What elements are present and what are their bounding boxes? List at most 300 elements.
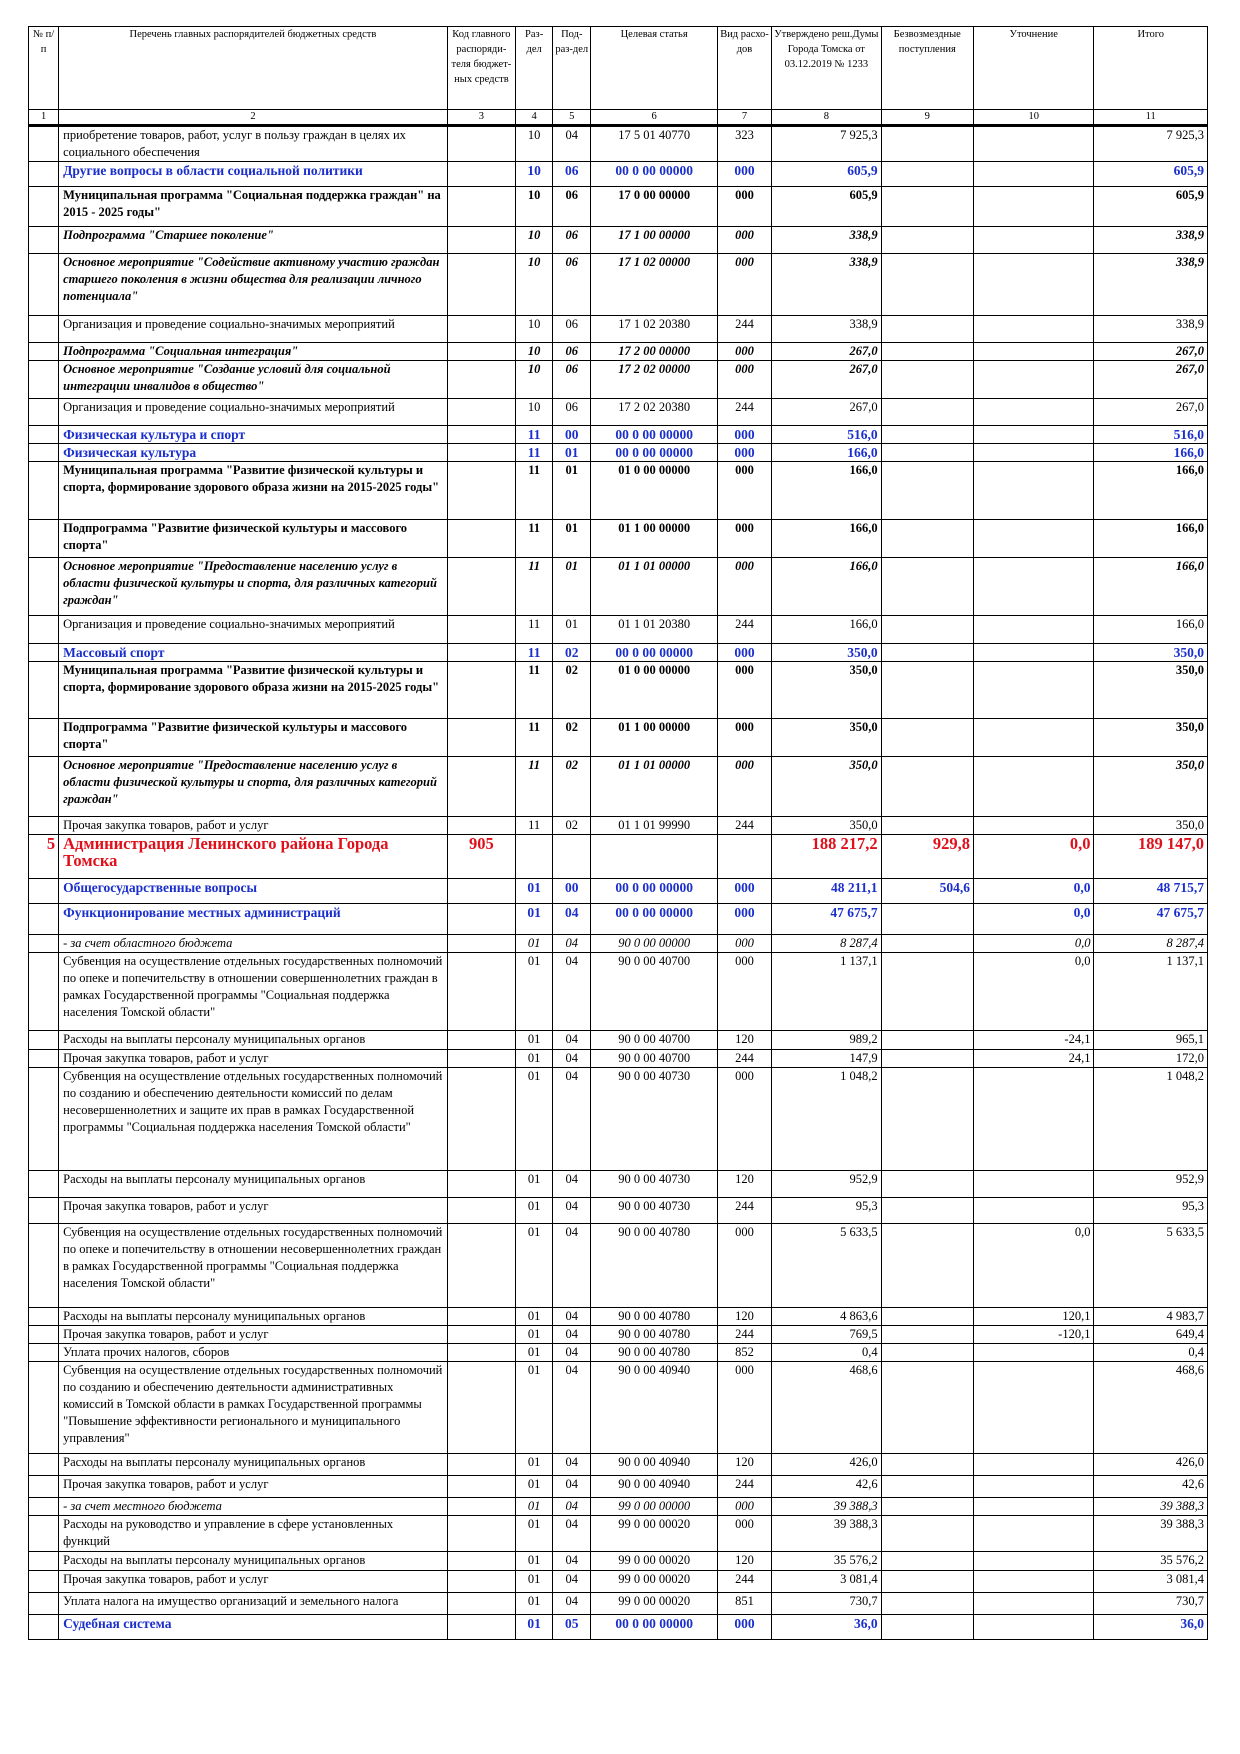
row-name: Прочая закупка товаров, работ и услуг (59, 817, 448, 835)
colnum-3: 3 (447, 110, 515, 126)
row-adjustment (973, 1615, 1094, 1640)
row-approved: 338,9 (772, 254, 881, 316)
row-section: 01 (516, 953, 553, 1031)
row-number (29, 662, 59, 719)
colnum-11: 11 (1094, 110, 1208, 126)
row-total: 8 287,4 (1094, 935, 1208, 953)
row-approved: 605,9 (772, 162, 881, 187)
row-section: 01 (516, 1454, 553, 1476)
row-number (29, 558, 59, 616)
row-adjustment (973, 558, 1094, 616)
row-expense-type: 120 (717, 1308, 771, 1326)
row-target-item: 01 1 00 00000 (591, 520, 718, 558)
table-row (29, 520, 1208, 558)
row-section: 01 (516, 904, 553, 935)
row-section: 11 (516, 444, 553, 462)
table-row (29, 835, 1208, 879)
row-adjustment (973, 1571, 1094, 1593)
table-row (29, 1552, 1208, 1571)
row-expense-type: 000 (717, 444, 771, 462)
row-total: 95,3 (1094, 1198, 1208, 1224)
row-expense-type: 000 (717, 719, 771, 757)
row-name: Расходы на выплаты персоналу муниципальных органов (59, 1552, 448, 1571)
row-adjustment: 0,0 (973, 904, 1094, 935)
table-row (29, 462, 1208, 520)
row-total: 338,9 (1094, 316, 1208, 343)
row-subsection: 04 (553, 1224, 591, 1308)
row-admin-code (447, 953, 515, 1031)
row-approved: 267,0 (772, 343, 881, 361)
row-target-item: 90 0 00 40730 (591, 1068, 718, 1171)
row-expense-type (717, 835, 771, 879)
row-section: 10 (516, 227, 553, 254)
row-admin-code (447, 1050, 515, 1068)
row-target-item: 01 1 00 00000 (591, 719, 718, 757)
row-admin-code (447, 558, 515, 616)
row-adjustment: 0,0 (973, 953, 1094, 1031)
row-adjustment (973, 462, 1094, 520)
row-section: 11 (516, 426, 553, 444)
table-row (29, 187, 1208, 227)
row-subsection: 00 (553, 879, 591, 904)
row-number (29, 162, 59, 187)
row-section: 01 (516, 1050, 553, 1068)
row-expense-type: 000 (717, 426, 771, 444)
table-row (29, 1031, 1208, 1050)
row-name: Прочая закупка товаров, работ и услуг (59, 1476, 448, 1498)
row-expense-type: 000 (717, 757, 771, 817)
row-subsection: 04 (553, 1171, 591, 1198)
row-grants (881, 1198, 973, 1224)
row-number (29, 1326, 59, 1344)
row-total: 649,4 (1094, 1326, 1208, 1344)
row-adjustment: -24,1 (973, 1031, 1094, 1050)
row-approved: 267,0 (772, 399, 881, 426)
row-total: 39 388,3 (1094, 1498, 1208, 1516)
row-grants (881, 254, 973, 316)
row-subsection: 04 (553, 1326, 591, 1344)
row-total: 47 675,7 (1094, 904, 1208, 935)
row-admin-code (447, 757, 515, 817)
row-section: 10 (516, 399, 553, 426)
row-section: 10 (516, 343, 553, 361)
colnum-6: 6 (591, 110, 718, 126)
row-expense-type: 244 (717, 1326, 771, 1344)
row-total: 3 081,4 (1094, 1571, 1208, 1593)
row-target-item: 99 0 00 00020 (591, 1516, 718, 1552)
colnum-4: 4 (516, 110, 553, 126)
row-subsection: 06 (553, 316, 591, 343)
row-admin-code (447, 399, 515, 426)
row-section: 01 (516, 1615, 553, 1640)
table-row (29, 254, 1208, 316)
row-name: Подпрограмма "Социальная интеграция" (59, 343, 448, 361)
row-adjustment (973, 662, 1094, 719)
row-grants (881, 558, 973, 616)
row-approved: 350,0 (772, 757, 881, 817)
row-grants (881, 444, 973, 462)
row-approved: 350,0 (772, 817, 881, 835)
row-name: Уплата налога на имущество организаций и земельного налога (59, 1593, 448, 1615)
row-approved: 0,4 (772, 1344, 881, 1362)
row-grants (881, 1050, 973, 1068)
table-row (29, 227, 1208, 254)
row-target-item: 90 0 00 40730 (591, 1171, 718, 1198)
table-row (29, 1224, 1208, 1308)
row-total: 1 048,2 (1094, 1068, 1208, 1171)
row-total: 350,0 (1094, 817, 1208, 835)
row-admin-code (447, 187, 515, 227)
row-total: 350,0 (1094, 662, 1208, 719)
row-subsection: 04 (553, 1593, 591, 1615)
table-row (29, 1171, 1208, 1198)
row-expense-type: 000 (717, 462, 771, 520)
row-name: Основное мероприятие "Предоставление населению услуг в области физической культуры и спорта, для различных категорий граждан" (59, 757, 448, 817)
row-subsection: 01 (553, 616, 591, 644)
row-grants (881, 1593, 973, 1615)
table-row (29, 343, 1208, 361)
row-total: 267,0 (1094, 361, 1208, 399)
row-subsection: 04 (553, 1068, 591, 1171)
row-subsection: 04 (553, 126, 591, 162)
row-grants (881, 953, 973, 1031)
row-approved: 338,9 (772, 227, 881, 254)
table-row (29, 1326, 1208, 1344)
row-name: Организация и проведение социально-значимых мероприятий (59, 399, 448, 426)
row-section: 10 (516, 187, 553, 227)
row-approved: 166,0 (772, 558, 881, 616)
row-target-item: 01 1 01 20380 (591, 616, 718, 644)
row-total: 35 576,2 (1094, 1552, 1208, 1571)
row-total: 4 983,7 (1094, 1308, 1208, 1326)
row-adjustment (973, 1593, 1094, 1615)
row-name: Прочая закупка товаров, работ и услуг (59, 1326, 448, 1344)
row-subsection: 04 (553, 1516, 591, 1552)
row-number: 5 (29, 835, 59, 879)
row-subsection: 02 (553, 719, 591, 757)
row-section: 01 (516, 1031, 553, 1050)
row-target-item: 17 2 02 20380 (591, 399, 718, 426)
row-total: 1 137,1 (1094, 953, 1208, 1031)
row-section: 01 (516, 1068, 553, 1171)
row-grants (881, 227, 973, 254)
header-number: № п/п (29, 27, 59, 110)
table-row (29, 361, 1208, 399)
row-total: 338,9 (1094, 227, 1208, 254)
row-target-item: 17 2 02 00000 (591, 361, 718, 399)
table-row (29, 1068, 1208, 1171)
row-admin-code (447, 1171, 515, 1198)
row-approved: 730,7 (772, 1593, 881, 1615)
header-grants: Безвозмездные поступления (881, 27, 973, 110)
table-row (29, 1198, 1208, 1224)
row-target-item: 99 0 00 00020 (591, 1552, 718, 1571)
row-approved: 166,0 (772, 462, 881, 520)
row-number (29, 757, 59, 817)
row-adjustment (973, 520, 1094, 558)
row-name: Организация и проведение социально-значимых мероприятий (59, 616, 448, 644)
row-expense-type: 000 (717, 904, 771, 935)
row-grants (881, 1498, 973, 1516)
row-section: 11 (516, 462, 553, 520)
row-section: 11 (516, 662, 553, 719)
row-approved: 188 217,2 (772, 835, 881, 879)
row-target-item: 17 5 01 40770 (591, 126, 718, 162)
row-total: 426,0 (1094, 1454, 1208, 1476)
row-subsection: 06 (553, 254, 591, 316)
colnum-1: 1 (29, 110, 59, 126)
row-approved: 95,3 (772, 1198, 881, 1224)
row-target-item: 90 0 00 40780 (591, 1308, 718, 1326)
row-admin-code (447, 444, 515, 462)
row-expense-type: 244 (717, 1198, 771, 1224)
row-number (29, 1454, 59, 1476)
row-expense-type: 000 (717, 254, 771, 316)
row-target-item: 99 0 00 00020 (591, 1593, 718, 1615)
row-adjustment: -120,1 (973, 1326, 1094, 1344)
row-subsection: 00 (553, 426, 591, 444)
row-adjustment (973, 1362, 1094, 1454)
row-section: 11 (516, 558, 553, 616)
row-grants (881, 1454, 973, 1476)
row-target-item: 00 0 00 00000 (591, 904, 718, 935)
row-total: 730,7 (1094, 1593, 1208, 1615)
row-number (29, 1476, 59, 1498)
row-admin-code (447, 462, 515, 520)
row-admin-code (447, 719, 515, 757)
row-subsection: 04 (553, 1552, 591, 1571)
colnum-2: 2 (59, 110, 448, 126)
row-target-item: 99 0 00 00000 (591, 1498, 718, 1516)
row-expense-type: 000 (717, 1362, 771, 1454)
colnum-10: 10 (973, 110, 1094, 126)
header-subsection: Под-раз-дел (553, 27, 591, 110)
row-subsection: 06 (553, 361, 591, 399)
row-total: 42,6 (1094, 1476, 1208, 1498)
row-name: - за счет областного бюджета (59, 935, 448, 953)
row-name: Муниципальная программа "Развитие физической культуры и спорта, формирование здорового образа жизни на 2015-2025 годы" (59, 462, 448, 520)
row-subsection: 01 (553, 444, 591, 462)
table-row (29, 162, 1208, 187)
row-adjustment: 0,0 (973, 879, 1094, 904)
row-expense-type: 120 (717, 1171, 771, 1198)
table-body (29, 126, 1208, 1640)
row-number (29, 126, 59, 162)
row-name: - за счет местного бюджета (59, 1498, 448, 1516)
row-target-item: 17 2 00 00000 (591, 343, 718, 361)
row-number (29, 879, 59, 904)
row-grants (881, 817, 973, 835)
row-section: 01 (516, 1593, 553, 1615)
row-number (29, 719, 59, 757)
row-grants (881, 935, 973, 953)
row-number (29, 817, 59, 835)
row-expense-type: 000 (717, 520, 771, 558)
row-admin-code (447, 817, 515, 835)
row-approved: 8 287,4 (772, 935, 881, 953)
row-grants (881, 316, 973, 343)
row-approved: 350,0 (772, 644, 881, 662)
row-section: 11 (516, 616, 553, 644)
table-header (29, 27, 1208, 126)
row-section: 01 (516, 1308, 553, 1326)
row-grants (881, 719, 973, 757)
row-expense-type: 000 (717, 1224, 771, 1308)
row-number (29, 1552, 59, 1571)
row-section: 10 (516, 162, 553, 187)
table-row (29, 935, 1208, 953)
row-admin-code (447, 1362, 515, 1454)
row-name: Подпрограмма "Развитие физичеcкой культуры и массового спорта" (59, 719, 448, 757)
row-expense-type: 852 (717, 1344, 771, 1362)
row-subsection: 06 (553, 227, 591, 254)
row-subsection: 04 (553, 1476, 591, 1498)
row-grants (881, 126, 973, 162)
row-subsection: 02 (553, 757, 591, 817)
row-subsection: 02 (553, 644, 591, 662)
table-row (29, 1362, 1208, 1454)
row-total: 48 715,7 (1094, 879, 1208, 904)
row-adjustment (973, 817, 1094, 835)
row-grants (881, 644, 973, 662)
row-name: Субвенция на осуществление отдельных государственных полномочий по созданию и обеспечению деятельности комиссий по делам несовершеннолетних и защите их прав в рамках Государственной программы "Социальная поддержка населения Томской области" (59, 1068, 448, 1171)
row-subsection: 06 (553, 187, 591, 227)
row-expense-type: 000 (717, 1615, 771, 1640)
row-approved: 39 388,3 (772, 1516, 881, 1552)
row-admin-code (447, 1615, 515, 1640)
header-adjustment: Уточнение (973, 27, 1094, 110)
row-admin-code (447, 1068, 515, 1171)
row-grants (881, 1615, 973, 1640)
row-name: Расходы на выплаты персоналу муниципальных органов (59, 1308, 448, 1326)
row-subsection: 06 (553, 399, 591, 426)
row-total: 605,9 (1094, 187, 1208, 227)
table-row (29, 662, 1208, 719)
row-admin-code (447, 1344, 515, 1362)
row-target-item: 01 0 00 00000 (591, 662, 718, 719)
row-expense-type: 000 (717, 162, 771, 187)
row-number (29, 426, 59, 444)
row-adjustment: 0,0 (973, 935, 1094, 953)
row-adjustment (973, 1198, 1094, 1224)
row-grants: 504,6 (881, 879, 973, 904)
row-admin-code (447, 879, 515, 904)
row-grants (881, 1171, 973, 1198)
row-admin-code (447, 1593, 515, 1615)
row-approved: 769,5 (772, 1326, 881, 1344)
row-adjustment (973, 126, 1094, 162)
row-target-item: 01 1 01 00000 (591, 757, 718, 817)
row-approved: 350,0 (772, 719, 881, 757)
row-total: 172,0 (1094, 1050, 1208, 1068)
row-target-item: 00 0 00 00000 (591, 162, 718, 187)
table-row (29, 879, 1208, 904)
row-target-item: 00 0 00 00000 (591, 1615, 718, 1640)
row-approved: 39 388,3 (772, 1498, 881, 1516)
row-target-item: 90 0 00 40780 (591, 1326, 718, 1344)
row-grants (881, 399, 973, 426)
row-approved: 989,2 (772, 1031, 881, 1050)
table-row (29, 399, 1208, 426)
row-subsection: 04 (553, 904, 591, 935)
row-section: 01 (516, 1344, 553, 1362)
row-section: 11 (516, 719, 553, 757)
row-number (29, 444, 59, 462)
row-name: Общегосударственные вопросы (59, 879, 448, 904)
row-adjustment (973, 426, 1094, 444)
row-name: Субвенция на осуществление отдельных государственных полномочий по опеке и попечительству в отношении несовершеннолетних граждан в рамках Государственной программы "Социальная поддержка населения Томской области" (59, 1224, 448, 1308)
row-admin-code (447, 162, 515, 187)
row-grants (881, 1224, 973, 1308)
table-row (29, 644, 1208, 662)
row-subsection: 04 (553, 1308, 591, 1326)
header-name: Перечень главных распорядителей бюджетных средств (59, 27, 448, 110)
row-name: Физическая культура (59, 444, 448, 462)
row-number (29, 520, 59, 558)
row-admin-code (447, 1308, 515, 1326)
row-adjustment (973, 1068, 1094, 1171)
row-adjustment (973, 1171, 1094, 1198)
row-total: 605,9 (1094, 162, 1208, 187)
row-total: 952,9 (1094, 1171, 1208, 1198)
colnum-9: 9 (881, 110, 973, 126)
colnum-5: 5 (553, 110, 591, 126)
row-target-item (591, 835, 718, 879)
row-subsection: 04 (553, 1571, 591, 1593)
row-approved: 338,9 (772, 316, 881, 343)
row-number (29, 1498, 59, 1516)
row-number (29, 1031, 59, 1050)
header-approved: Утверждено реш.Думы Города Томска от 03.12.2019 № 1233 (772, 27, 881, 110)
row-name: Функционирование местных администраций (59, 904, 448, 935)
row-admin-code (447, 904, 515, 935)
row-total: 965,1 (1094, 1031, 1208, 1050)
row-name: Прочая закупка товаров, работ и услуг (59, 1198, 448, 1224)
row-section: 01 (516, 1326, 553, 1344)
row-adjustment (973, 1476, 1094, 1498)
row-total: 0,4 (1094, 1344, 1208, 1362)
row-section: 01 (516, 1552, 553, 1571)
row-admin-code (447, 662, 515, 719)
row-subsection: 04 (553, 1362, 591, 1454)
row-subsection: 01 (553, 558, 591, 616)
row-approved: 468,6 (772, 1362, 881, 1454)
row-total: 39 388,3 (1094, 1516, 1208, 1552)
row-admin-code (447, 1031, 515, 1050)
row-adjustment (973, 187, 1094, 227)
row-number (29, 1362, 59, 1454)
row-name: Администрация Ленинского района Города Томска (59, 835, 448, 879)
row-approved: 147,9 (772, 1050, 881, 1068)
row-subsection: 01 (553, 520, 591, 558)
row-number (29, 254, 59, 316)
row-grants (881, 904, 973, 935)
row-total: 166,0 (1094, 520, 1208, 558)
header-code: Код главного распоряди-теля бюджет-ных средств (447, 27, 515, 110)
row-expense-type: 244 (717, 1476, 771, 1498)
row-total: 166,0 (1094, 444, 1208, 462)
row-grants (881, 361, 973, 399)
row-expense-type: 120 (717, 1454, 771, 1476)
row-target-item: 90 0 00 40700 (591, 1050, 718, 1068)
row-name: Подпрограмма "Старшее поколение" (59, 227, 448, 254)
row-target-item: 01 0 00 00000 (591, 462, 718, 520)
row-section: 01 (516, 1171, 553, 1198)
row-approved: 4 863,6 (772, 1308, 881, 1326)
row-number (29, 361, 59, 399)
row-section: 01 (516, 1571, 553, 1593)
row-target-item: 17 1 02 20380 (591, 316, 718, 343)
